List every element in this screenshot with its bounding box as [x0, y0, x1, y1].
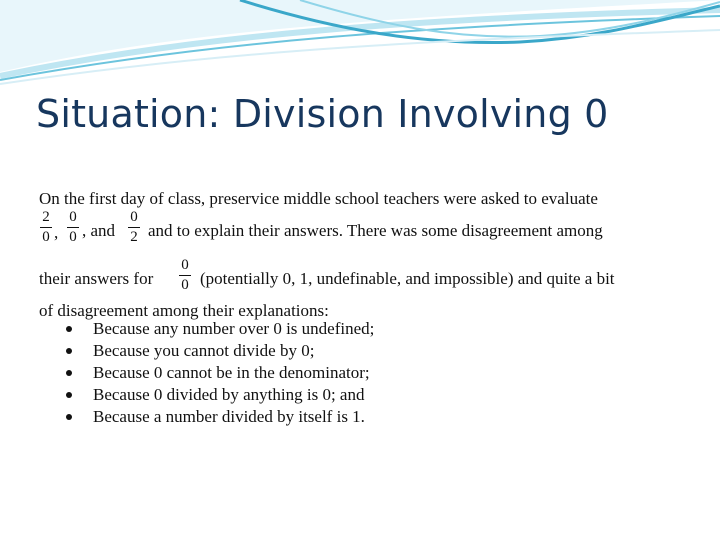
list-item [36, 408, 374, 430]
separator-comma: , [54, 223, 59, 242]
list-item [36, 320, 374, 342]
bullet-icon [66, 348, 72, 354]
fraction-bar [179, 275, 191, 276]
denominator: 0 [42, 229, 50, 245]
list-item-text: Because any number over 0 is undefined; [93, 319, 375, 338]
excerpt-line-4: of disagreement among their explanations: [39, 301, 329, 320]
fraction-bar [67, 227, 79, 228]
denominator: 0 [181, 277, 189, 293]
denominator: 0 [69, 229, 77, 245]
separator-and: , and [82, 221, 116, 240]
fraction-0-over-0 [66, 210, 80, 245]
list-item-text: Because a number divided by itself is 1. [93, 407, 365, 426]
bullet-icon [66, 326, 72, 332]
explanations-list [36, 320, 374, 430]
denominator: 2 [130, 229, 138, 245]
fraction-2-over-0 [39, 210, 53, 245]
list-item-text: Because 0 cannot be in the denominator; [93, 363, 370, 382]
numerator: 0 [130, 209, 138, 225]
bullet-icon [66, 370, 72, 376]
excerpt-line-3-head: their answers for [39, 269, 154, 288]
bullet-icon [66, 392, 72, 398]
numerator: 2 [42, 209, 50, 225]
list-item [36, 342, 374, 364]
excerpt-line-2: and to explain their answers. There was some disagreement among [148, 221, 603, 240]
excerpt-line-1: On the first day of class, preservice middle school teachers were asked to evaluate [39, 189, 598, 208]
header-swoosh-decoration [0, 0, 720, 90]
numerator: 0 [69, 209, 77, 225]
fraction-0-over-0-b [178, 258, 192, 293]
list-item [36, 364, 374, 386]
list-item-text: Because 0 divided by anything is 0; and [93, 385, 365, 404]
fraction-bar [128, 227, 140, 228]
excerpt-line-3-tail: (potentially 0, 1, undefinable, and impossible) and quite a bit [200, 269, 615, 288]
fraction-bar [40, 227, 52, 228]
list-item-text: Because you cannot divide by 0; [93, 341, 315, 360]
slide-title: Situation: Division Involving 0 [36, 92, 609, 136]
list-item [36, 386, 374, 408]
fraction-0-over-2 [127, 210, 141, 245]
text-excerpt [36, 186, 684, 432]
numerator: 0 [181, 257, 189, 273]
bullet-icon [66, 414, 72, 420]
